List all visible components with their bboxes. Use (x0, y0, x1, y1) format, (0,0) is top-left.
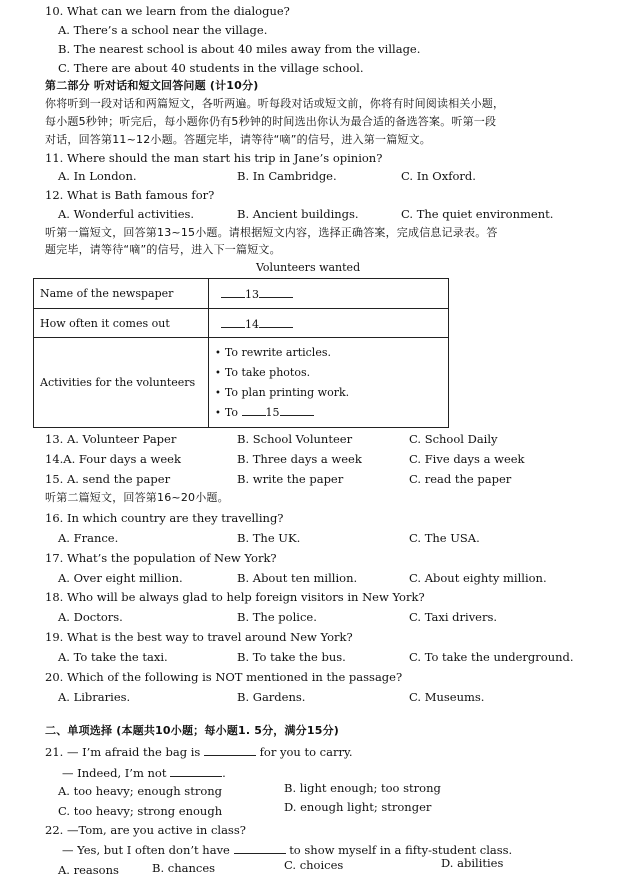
q20-stem: 20. Which of the following is NOT mentioned in the passage? (45, 670, 403, 684)
q11-option-b: B. In Cambridge. (237, 169, 337, 183)
q14-option-b: B. Three days a week (237, 452, 362, 466)
q21-line2-end: . (222, 766, 226, 780)
passage1-instruction-line2: 题完毕，请等待“嘀”的信号，进入下一篇短文。 (45, 243, 281, 256)
row-activities-label: Activities for the volunteers (34, 338, 209, 428)
q21-option-c: C. too heavy; strong enough (58, 804, 223, 818)
q21-line2-start: — Indeed, I’m not (62, 766, 167, 780)
q22-line2-start: — Yes, but I often don’t have (62, 843, 230, 857)
q10-stem: 10. What can we learn from the dialogue? (45, 4, 290, 18)
q22-line1: 22. —Tom, are you active in class? (45, 823, 246, 837)
q20-option-b: B. Gardens. (237, 690, 306, 704)
q21-line1-end: for you to carry. (259, 745, 353, 759)
q18-option-b: B. The police. (237, 610, 317, 624)
q12-option-c: C. The quiet environment. (401, 207, 554, 221)
q21-option-b: B. light enough; too strong (284, 781, 441, 795)
q14-option-c: C. Five days a week (409, 452, 525, 466)
activity-prefix: To (224, 405, 239, 419)
q22-option-c: C. choices (284, 858, 344, 872)
q12-option-b: B. Ancient buildings. (237, 207, 359, 221)
q17-option-a: A. Over eight million. (58, 571, 183, 585)
q13-option-b: B. School Volunteer (237, 432, 353, 446)
section2-heading: 二、单项选择 (本题共10小题；每小题1. 5分，满分15分) (45, 724, 340, 737)
q22-option-a: A. reasons (58, 863, 119, 877)
row-newspaper-name-label: Name of the newspaper (34, 279, 209, 309)
q16-option-c: C. The USA. (409, 531, 480, 545)
answer-blank[interactable] (221, 286, 245, 298)
activity-item-blank (215, 403, 442, 423)
q13-option-a: 13. A. Volunteer Paper (45, 432, 177, 446)
question-number: 15 (265, 405, 280, 419)
part2-instruction-line1: 你将听到一段对话和两篇短文，各听两遍。听每段对话或短文前，你将有时间阅读相关小题， (45, 97, 505, 110)
volunteers-info-table (33, 278, 449, 428)
q15-option-a: 15. A. send the paper (45, 472, 171, 486)
answer-blank[interactable] (221, 316, 245, 328)
activity-item: • To plan printing work. (215, 383, 442, 403)
row-activities-list (209, 338, 449, 428)
table-title: Volunteers wanted (256, 261, 361, 274)
answer-blank[interactable] (280, 404, 314, 416)
q21-line1 (45, 744, 353, 759)
q20-option-c: C. Museums. (409, 690, 485, 704)
q12-option-a: A. Wonderful activities. (58, 207, 195, 221)
q11-option-c: C. In Oxford. (401, 169, 476, 183)
q19-option-a: A. To take the taxi. (58, 650, 168, 664)
activity-item: • To take photos. (215, 363, 442, 383)
q11-option-a: A. In London. (58, 169, 137, 183)
passage1-instruction-line1: 听第一篇短文，回答第13~15小题。请根据短文内容，选择正确答案，完成信息记录表。答 (45, 226, 498, 239)
q10-option-b: B. The nearest school is about 40 miles away from the village. (58, 42, 421, 56)
q18-option-c: C. Taxi drivers. (409, 610, 498, 624)
q19-option-b: B. To take the bus. (237, 650, 346, 664)
q14-option-a: 14.A. Four days a week (45, 452, 181, 466)
q21-line1-start: 21. — I’m afraid the bag is (45, 745, 201, 759)
answer-blank[interactable] (170, 765, 222, 777)
q17-stem: 17. What’s the population of New York? (45, 551, 277, 565)
answer-blank[interactable] (204, 744, 256, 756)
q16-stem: 16. In which country are they travelling? (45, 511, 284, 525)
answer-blank[interactable] (234, 842, 286, 854)
q22-line2 (62, 842, 512, 857)
part2-instruction-line2: 每小题5秒钟；听完后，每小题你仍有5秒钟的时间选出你认为最合适的备选答案。听第一段 (45, 115, 497, 128)
question-number: 14 (245, 317, 259, 331)
q22-line2-end: to show myself in a fifty-student class. (289, 843, 513, 857)
q22-option-b: B. chances (152, 861, 216, 875)
q10-option-c: C. There are about 40 students in the village school. (58, 61, 364, 75)
row-frequency-label: How often it comes out (34, 309, 209, 338)
question-number: 13 (245, 288, 259, 301)
q19-stem: 19. What is the best way to travel around New York? (45, 630, 353, 644)
q16-option-b: B. The UK. (237, 531, 301, 545)
q15-option-c: C. read the paper (409, 472, 512, 486)
q22-option-d: D. abilities (441, 856, 504, 870)
q21-option-a: A. too heavy; enough strong (58, 784, 223, 798)
q21-option-d: D. enough light; stronger (284, 800, 432, 814)
q15-option-b: B. write the paper (237, 472, 344, 486)
q21-line2 (62, 765, 226, 780)
q19-option-c: C. To take the underground. (409, 650, 574, 664)
row-frequency-answer (209, 309, 449, 338)
q12-stem: 12. What is Bath famous for? (45, 188, 215, 202)
passage2-instruction: 听第二篇短文，回答第16~20小题。 (45, 491, 229, 504)
q11-stem: 11. Where should the man start his trip in Jane’s opinion? (45, 151, 383, 165)
q16-option-a: A. France. (58, 531, 119, 545)
answer-blank[interactable] (242, 404, 266, 416)
q20-option-a: A. Libraries. (58, 690, 131, 704)
q18-stem: 18. Who will be always glad to help foreign visitors in New York? (45, 590, 425, 604)
activity-item: • To rewrite articles. (215, 343, 442, 363)
row-newspaper-name-answer (209, 279, 449, 309)
part2-heading: 第二部分 听对话和短文回答问题 (计10分) (45, 79, 259, 92)
q17-option-c: C. About eighty million. (409, 571, 547, 585)
q10-option-a: A. There’s a school near the village. (58, 23, 268, 37)
answer-blank[interactable] (259, 286, 293, 298)
q17-option-b: B. About ten million. (237, 571, 358, 585)
answer-blank[interactable] (259, 316, 293, 328)
part2-instruction-line3: 对话，回答第11~12小题。答题完毕，请等待“嘀”的信号，进入第一篇短文。 (45, 133, 432, 146)
q13-option-c: C. School Daily (409, 432, 498, 446)
q18-option-a: A. Doctors. (58, 610, 123, 624)
